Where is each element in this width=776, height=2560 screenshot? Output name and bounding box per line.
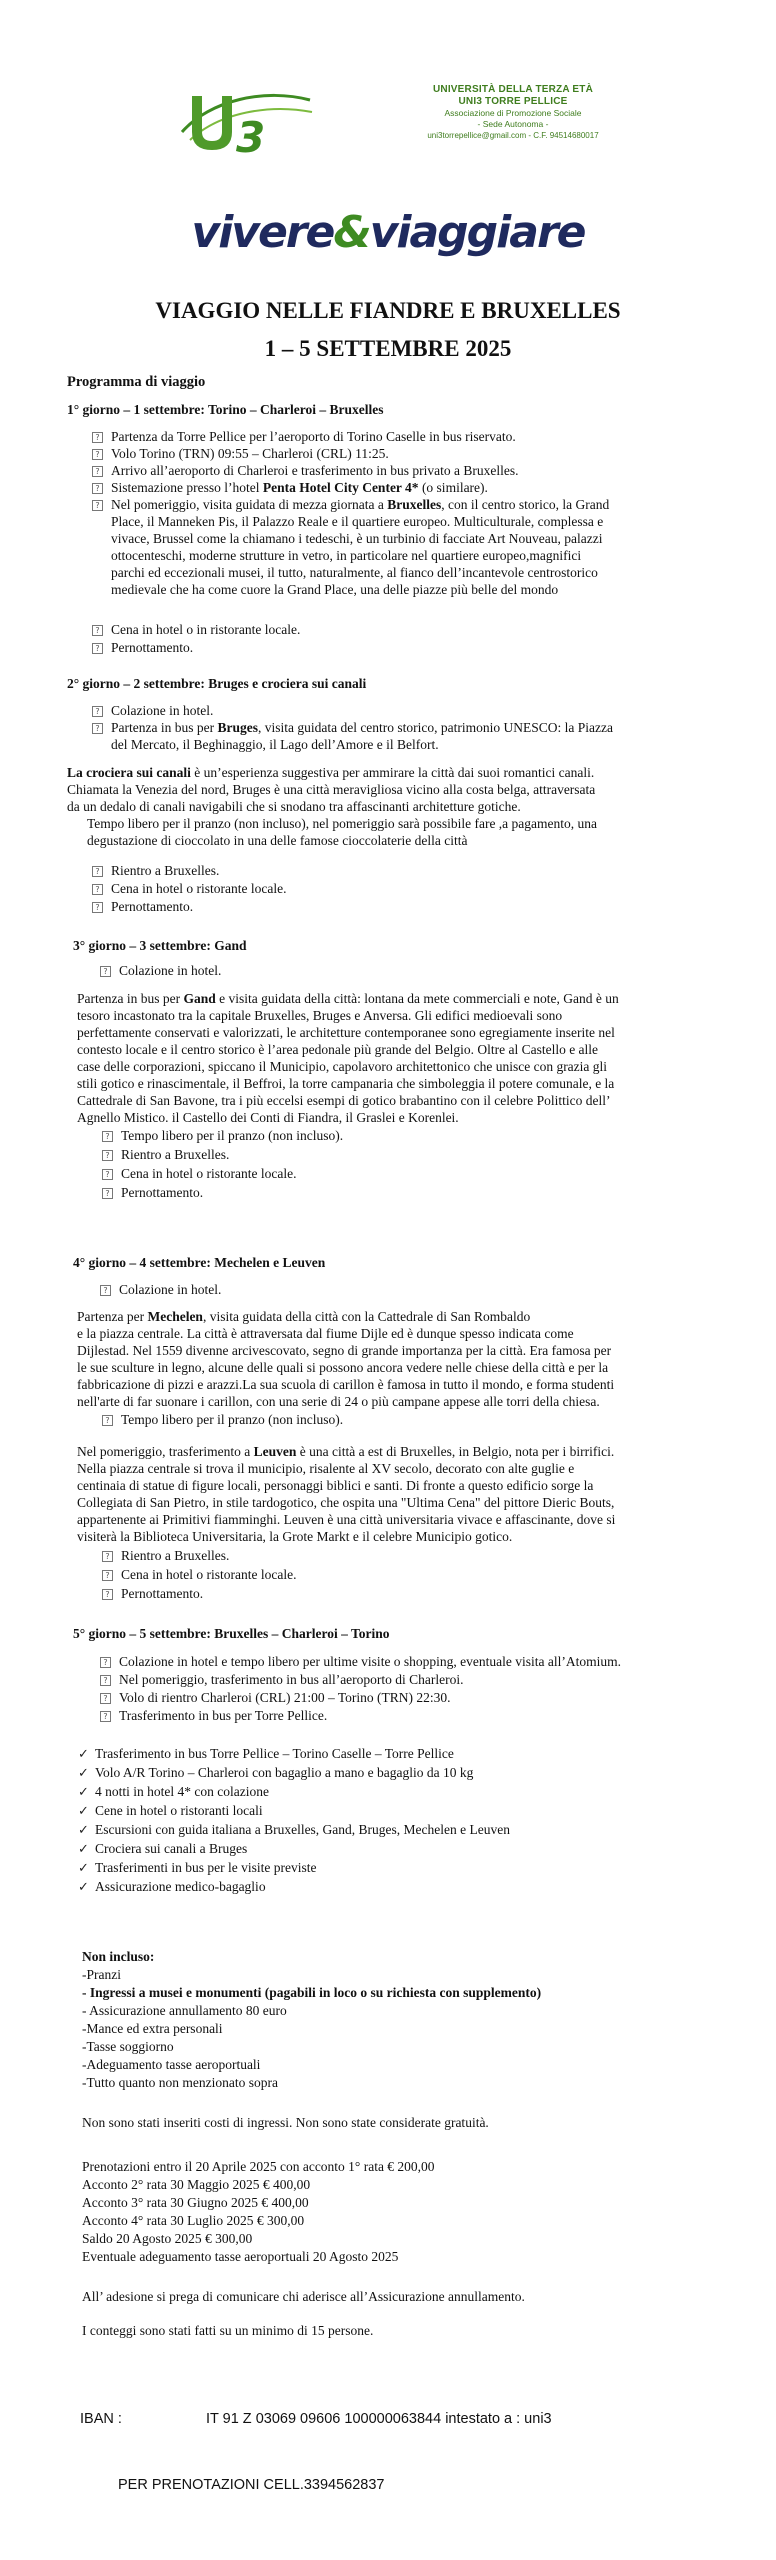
checkbox-icon: ? xyxy=(102,1551,113,1562)
day-4-item: ? Rientro a Bruxelles. xyxy=(102,1547,229,1564)
not-included-item: -Mance ed extra personali xyxy=(82,2021,223,2036)
day-3-text: Agnello Mistico. il Castello dei Conti di Fiandra, il Graslei e Korenlei. xyxy=(77,1110,459,1125)
iban-label: IBAN : xyxy=(80,2411,122,2427)
day-3-item: ? Tempo libero per il pranzo (non incluso). xyxy=(102,1127,343,1144)
checkmark-icon: ✓ xyxy=(78,1747,89,1762)
day-2-heading: 2° giorno – 2 settembre: Bruges e crociera sui canali xyxy=(67,676,367,691)
day-3-text: Partenza in bus per Gand e visita guidata della città: lontana da mete commerciali e note, Gand è un xyxy=(77,991,619,1006)
trip-dates: 1 – 5 SETTEMBRE 2025 xyxy=(264,336,512,361)
day-1-item: ? Partenza da Torre Pellice per l’aeroporto di Torino Caselle in bus riservato. xyxy=(92,428,516,445)
day-1-item: ? Sistemazione presso l’hotel Penta Hotel City Center 4* (o similare). xyxy=(92,479,488,496)
day-2-item: ? Partenza in bus per Bruges, visita guidata del centro storico, patrimonio UNESCO: la Piazza xyxy=(92,719,613,736)
day-1-item: ? Arrivo all’aeroporto di Charleroi e trasferimento in bus privato a Bruxelles. xyxy=(92,462,519,479)
day-2-text: Chiamata la Venezia del nord, Bruges è una città meravigliosa vicino alla costa belga, attraversata xyxy=(67,782,596,797)
checkmark-icon: ✓ xyxy=(78,1842,89,1857)
day-5-item: ? Volo di rientro Charleroi (CRL) 21:00 – Torino (TRN) 22:30. xyxy=(100,1689,451,1706)
checkbox-icon: ? xyxy=(102,1169,113,1180)
day-1-heading: 1° giorno – 1 settembre: Torino – Charleroi – Bruxelles xyxy=(67,402,384,417)
day-2-item: ? Rientro a Bruxelles. xyxy=(92,862,219,879)
day-4-text: fabbricazione di pizzi e arazzi.La sua scuola di carillon è famosa in tutto il mondo, e forma studenti xyxy=(77,1377,615,1392)
trip-title: VIAGGIO NELLE FIANDRE E BRUXELLES xyxy=(155,298,621,323)
booking-phone: PER PRENOTAZIONI CELL.3394562837 xyxy=(118,2477,385,2493)
included-item: ✓ Trasferimento in bus Torre Pellice – Torino Caselle – Torre Pellice xyxy=(78,1746,454,1762)
not-included-item: - Ingressi a musei e monumenti (pagabili in loco o su richiesta con supplemento) xyxy=(82,1985,542,2000)
payment-schedule-line: Acconto 3° rata 30 Giugno 2025 € 400,00 xyxy=(82,2195,309,2210)
not-included-item: -Pranzi xyxy=(82,1967,121,1982)
checkbox-icon: ? xyxy=(92,449,103,460)
day-4-text: Collegiata di San Pietro, in stile tardogotico, che ospita una "Ultima Cena" del pittore Dieric Bouts, xyxy=(77,1495,615,1510)
day-2-text: La crociera sui canali è un’esperienza suggestiva per ammirare la città dai suoi romantici canali. xyxy=(67,765,595,780)
uni3-logo-mark xyxy=(170,70,320,170)
checkbox-icon: ? xyxy=(100,1657,111,1668)
not-included-item: -Adeguamento tasse aeroportuali xyxy=(82,2057,261,2072)
day-2-text: Tempo libero per il pranzo (non incluso), nel pomeriggio sarà possibile fare ,a pagamento, una xyxy=(87,816,598,831)
brand-ampersand: & xyxy=(333,207,370,258)
payment-schedule-line: Acconto 4° rata 30 Luglio 2025 € 300,00 xyxy=(82,2213,305,2228)
included-item: ✓ Trasferimenti in bus per le visite previste xyxy=(78,1860,317,1876)
day-4-text: Nella piazza centrale si trova il municipio, risalente al XV secolo, decorato con alte guglie e xyxy=(77,1461,575,1476)
day-1-text: ottocenteschi, moderne strutture in vetro, in particolare nel quartiere europeo,magnifici xyxy=(111,548,582,563)
iban-value: IT 91 Z 03069 09606 100000063844 intestato a : uni3 xyxy=(206,2411,552,2427)
day-5-item: ? Trasferimento in bus per Torre Pellice. xyxy=(100,1707,327,1724)
day-3-item: ? Rientro a Bruxelles. xyxy=(102,1146,229,1163)
checkbox-icon: ? xyxy=(92,625,103,636)
day-1-item: ? Pernottamento. xyxy=(92,639,193,656)
checkbox-icon: ? xyxy=(92,723,103,734)
checkbox-icon: ? xyxy=(92,483,103,494)
day-3-text: tesoro incastonato tra la capitale Bruxelles, Bruges e Anversa. Gli edifici medioevali sono xyxy=(77,1008,563,1023)
included-item: ✓ Escursioni con guida italiana a Bruxelles, Gand, Bruges, Mechelen e Leuven xyxy=(78,1822,510,1838)
included-item: ✓ 4 notti in hotel 4* con colazione xyxy=(78,1784,269,1800)
checkmark-icon: ✓ xyxy=(78,1785,89,1800)
day-1-text: Place, il Manneken Pis, il Palazzo Reale e il quartiere europeo. Multiculturale, complessa e xyxy=(111,514,604,529)
checkmark-icon: ✓ xyxy=(78,1880,89,1895)
day-3-item: ? Cena in hotel o ristorante locale. xyxy=(102,1165,296,1182)
day-5-item: ? Nel pomeriggio, trasferimento in bus all’aeroporto di Charleroi. xyxy=(100,1671,464,1688)
checkbox-icon: ? xyxy=(100,1675,111,1686)
day-4-text: le sue sculture in legno, alcune delle quali si possono ancora vedere nelle chiese della città e per la xyxy=(77,1360,609,1375)
checkbox-icon: ? xyxy=(100,1711,111,1722)
payment-schedule-line: Acconto 2° rata 30 Maggio 2025 € 400,00 xyxy=(82,2177,311,2192)
minimum-participants-note: I conteggi sono stati fatti su un minimo di 15 persone. xyxy=(82,2323,374,2338)
day-4-item: ? Pernottamento. xyxy=(102,1585,203,1602)
day-4-text: nell'arte di far suonare i carillon, con una serie di 24 o più campane appese alle torri della chiesa. xyxy=(77,1394,600,1409)
day-1-item: ? Volo Torino (TRN) 09:55 – Charleroi (CRL) 11:25. xyxy=(92,445,389,462)
day-1-item: ? Nel pomeriggio, visita guidata di mezza giornata a Bruxelles, con il centro storico, la Grand xyxy=(92,496,609,513)
org-type: Associazione di Promozione Sociale xyxy=(444,108,582,118)
day-3-item: ? Pernottamento. xyxy=(102,1184,203,1201)
day-3-item: ? Colazione in hotel. xyxy=(100,962,221,979)
org-name-line-1: UNIVERSITÀ DELLA TERZA ETÀ xyxy=(432,84,593,95)
included-item: ✓ Crociera sui canali a Bruges xyxy=(78,1841,248,1857)
checkbox-icon: ? xyxy=(92,884,103,895)
day-2-item: ? Cena in hotel o ristorante locale. xyxy=(92,880,286,897)
not-included-heading: Non incluso: xyxy=(82,1949,155,1964)
checkbox-icon: ? xyxy=(92,706,103,717)
payment-schedule-line: Prenotazioni entro il 20 Aprile 2025 con acconto 1° rata € 200,00 xyxy=(82,2159,435,2174)
brand-part-1: vivere xyxy=(191,207,334,258)
checkbox-icon: ? xyxy=(102,1188,113,1199)
day-3-text: contesto locale e il centro storico è l’area pedonale più grande del Belgio. Oltre al Castello e alle xyxy=(77,1042,599,1057)
insurance-note: All’ adesione si prega di comunicare chi aderisce all’Assicurazione annullamento. xyxy=(82,2289,525,2304)
checkmark-icon: ✓ xyxy=(78,1804,89,1819)
day-4-item: ? Tempo libero per il pranzo (non incluso). xyxy=(102,1411,343,1428)
costs-note: Non sono stati inseriti costi di ingressi. Non sono state considerate gratuità. xyxy=(82,2115,489,2130)
day-4-text: visiterà la Biblioteca Universitaria, la Grote Markt e il celebre Municipio gotico. xyxy=(77,1529,513,1544)
checkbox-icon: ? xyxy=(102,1570,113,1581)
included-item: ✓ Cene in hotel o ristoranti locali xyxy=(78,1803,263,1819)
day-3-text: stili gotico e rinascimentale, il Beffroi, la torre campanaria che simboleggia il potere comunale, e la xyxy=(77,1076,615,1091)
day-4-text: centinaia di statue di figure locali, personaggi biblici e santi. Di fronte a questo edificio sorge la xyxy=(77,1478,594,1493)
checkbox-icon: ? xyxy=(92,500,103,511)
vivere-viaggiare-wordmark xyxy=(0,205,776,261)
brand-part-2: viaggiare xyxy=(369,207,585,258)
day-3-text: perfettamente conservati e valorizzati, le architetture contemporanee sono egregiamente inserite nel xyxy=(77,1025,615,1040)
checkbox-icon: ? xyxy=(92,466,103,477)
payment-schedule-line: Saldo 20 Agosto 2025 € 300,00 xyxy=(82,2231,253,2246)
day-3-heading: 3° giorno – 3 settembre: Gand xyxy=(73,938,247,953)
checkmark-icon: ✓ xyxy=(78,1861,89,1876)
day-4-text: Dijlestad. Nel 1559 divenne arcivescovato, segno di grande importanza per la città. Era famosa per xyxy=(77,1343,612,1358)
checkbox-icon: ? xyxy=(100,966,111,977)
day-2-text: da un dedalo di canali navigabili che si snodano tra affascinanti architetture gotiche. xyxy=(67,799,521,814)
payment-schedule-line: Eventuale adeguamento tasse aeroportuali 20 Agosto 2025 xyxy=(82,2249,399,2264)
day-4-heading: 4° giorno – 4 settembre: Mechelen e Leuven xyxy=(73,1255,326,1270)
checkbox-icon: ? xyxy=(100,1285,111,1296)
day-5-heading: 5° giorno – 5 settembre: Bruxelles – Charleroi – Torino xyxy=(73,1626,390,1641)
day-1-text: parchi ed eccezionali musei, il tutto, naturalmente, al fianco dell’incantevole centrostorico xyxy=(111,565,598,580)
day-1-text: medievale che ha come cuore la Grand Place, una delle piazze più belle del mondo xyxy=(111,582,559,597)
not-included-item: - Assicurazione annullamento 80 euro xyxy=(82,2003,287,2018)
day-2-item: ? Colazione in hotel. xyxy=(92,702,213,719)
checkbox-icon: ? xyxy=(92,432,103,443)
program-heading: Programma di viaggio xyxy=(67,374,206,390)
org-contact: uni3torrepellice@gmail.com - C.F. 94514680017 xyxy=(427,131,599,140)
checkbox-icon: ? xyxy=(102,1589,113,1600)
day-2-text: del Mercato, il Beghinaggio, il Lago dell’Amore e il Belfort. xyxy=(111,737,439,752)
checkbox-icon: ? xyxy=(102,1415,113,1426)
day-3-text: Cattedrale di San Bavone, tra i più eccelsi esempi di gotico brabantino con il celebre Polittico dell’ xyxy=(77,1093,611,1108)
uni3-organization-info xyxy=(398,84,628,141)
org-name-line-2: UNI3 TORRE PELLICE xyxy=(458,96,568,107)
checkbox-icon: ? xyxy=(92,643,103,654)
included-item: ✓ Volo A/R Torino – Charleroi con bagaglio a mano e bagaglio da 10 kg xyxy=(78,1765,474,1781)
checkbox-icon: ? xyxy=(100,1693,111,1704)
not-included-item: -Tutto quanto non menzionato sopra xyxy=(82,2075,278,2090)
checkbox-icon: ? xyxy=(102,1150,113,1161)
svg-text:3: 3 xyxy=(236,113,266,162)
day-4-item: ? Colazione in hotel. xyxy=(100,1281,221,1298)
day-1-text: vivace, Brussel come la chiamano i tedeschi, è un turbinio di facciate Art Nouveau, palazzi xyxy=(111,531,603,546)
day-4-text: e la piazza centrale. La città è attraversata dal fiume Dijle ed è dunque spesso indicata come xyxy=(77,1326,574,1341)
day-4-text: Nel pomeriggio, trasferimento a Leuven è una città a est di Bruxelles, in Belgio, nota per i birrifici. xyxy=(77,1444,615,1459)
day-2-text: degustazione di cioccolato in una delle famose cioccolaterie della città xyxy=(87,833,468,848)
day-4-item: ? Cena in hotel o ristorante locale. xyxy=(102,1566,296,1583)
day-4-text: Partenza per Mechelen, visita guidata della città con la Cattedrale di San Rombaldo xyxy=(77,1309,531,1324)
not-included-item: -Tasse soggiorno xyxy=(82,2039,174,2054)
day-5-item: ? Colazione in hotel e tempo libero per ultime visite o shopping, eventuale visita all’Atomium. xyxy=(100,1653,621,1670)
included-item: ✓ Assicurazione medico-bagaglio xyxy=(78,1879,266,1895)
day-4-text: appartenente ai Primitivi fiamminghi. Leuven è una città universitaria vivace e affascinante, dove si xyxy=(77,1512,616,1527)
checkbox-icon: ? xyxy=(102,1131,113,1142)
day-2-item: ? Pernottamento. xyxy=(92,898,193,915)
org-seat: - Sede Autonoma - xyxy=(477,119,549,129)
day-1-item: ? Cena in hotel o in ristorante locale. xyxy=(92,621,300,638)
uni3-logo-block xyxy=(170,70,630,170)
day-3-text: case delle corporazioni, spiccano il Municipio, capolavoro architettonico che unisce con grazia gli xyxy=(77,1059,608,1074)
checkmark-icon: ✓ xyxy=(78,1823,89,1838)
checkbox-icon: ? xyxy=(92,902,103,913)
checkmark-icon: ✓ xyxy=(78,1766,89,1781)
checkbox-icon: ? xyxy=(92,866,103,877)
